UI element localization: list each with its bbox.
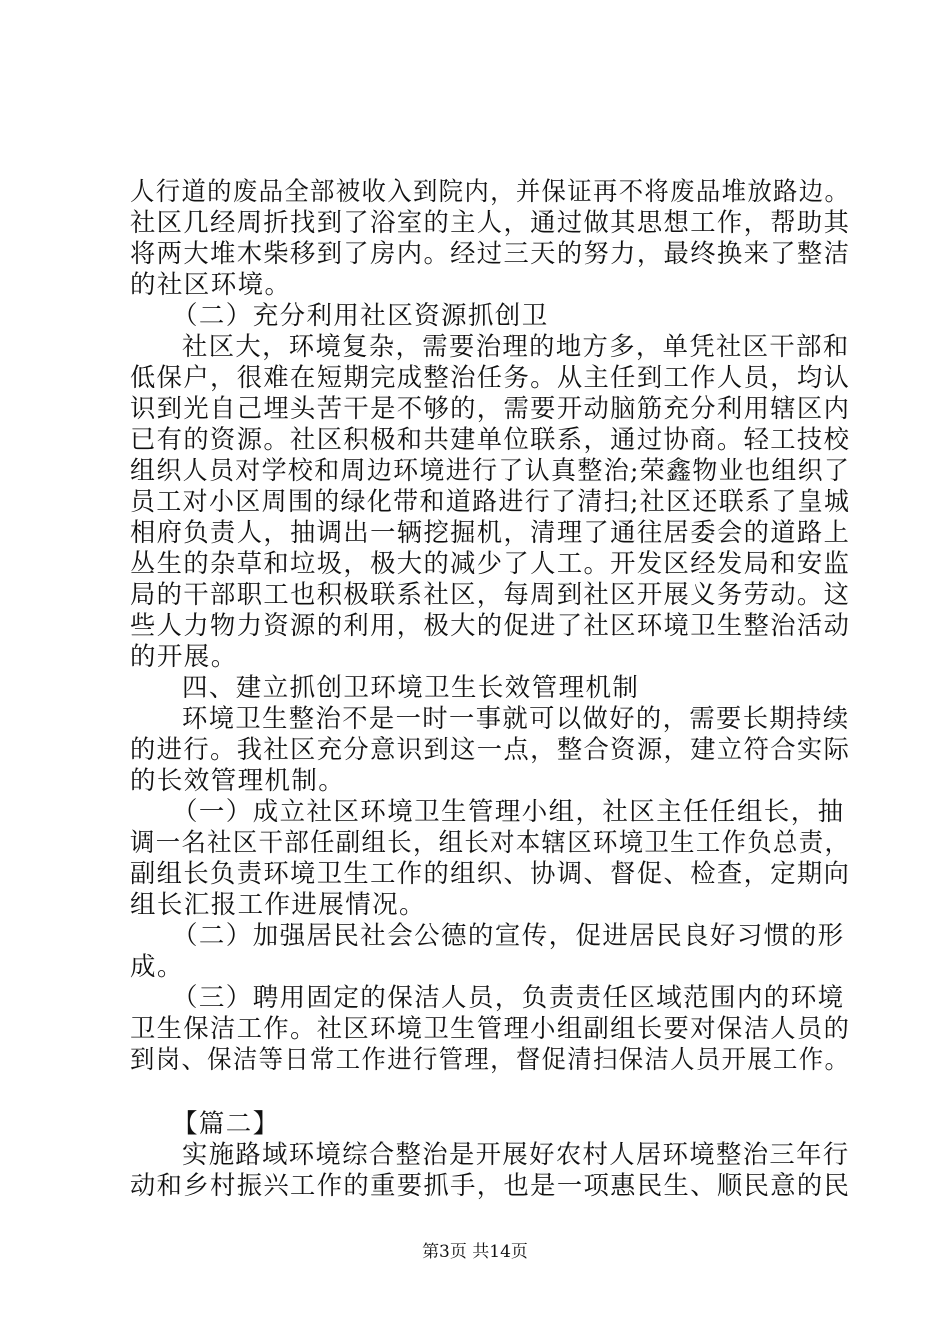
text-line: 组长汇报工作进展情况。 bbox=[130, 890, 426, 920]
text-line: 社区几经周折找到了浴室的主人，通过做其思想工作，帮助其 bbox=[130, 208, 851, 238]
section-heading: 【篇二】 bbox=[172, 1109, 280, 1139]
text-line: 到岗、保洁等日常工作进行管理，督促清扫保洁人员开展工作。 bbox=[130, 1045, 851, 1075]
text-line: 动和乡村振兴工作的重要抓手，也是一项惠民生、顺民意的民 bbox=[130, 1171, 851, 1201]
text-line: （一）成立社区环境卫生管理小组，社区主任任组长，抽 bbox=[172, 797, 845, 827]
text-line: 相府负责人，抽调出一辆挖掘机，清理了通往居委会的道路上 bbox=[130, 518, 851, 548]
section-heading: 四、建立抓创卫环境卫生长效管理机制 bbox=[182, 673, 640, 703]
text-line: 成。 bbox=[130, 952, 184, 982]
text-line: 局的干部职工也积极联系社区，每周到社区开展义务劳动。这 bbox=[130, 580, 851, 610]
text-line: 将两大堆木柴移到了房内。经过三天的努力，最终换来了整洁 bbox=[130, 239, 851, 269]
text-line: 识到光自己埋头苦干是不够的，需要开动脑筋充分利用辖区内 bbox=[130, 394, 851, 424]
text-line: 人行道的废品全部被收入到院内，并保证再不将废品堆放路边。 bbox=[130, 177, 851, 207]
text-line: 组织人员对学校和周边环境进行了认真整治;荣鑫物业也组织了 bbox=[130, 456, 851, 486]
text-line: 的进行。我社区充分意识到这一点，整合资源，建立符合实际 bbox=[130, 735, 851, 765]
text-line: 的长效管理机制。 bbox=[130, 766, 346, 796]
text-line: 员工对小区周围的绿化带和道路进行了清扫;社区还联系了皇城 bbox=[130, 487, 851, 517]
text-line: 卫生保洁工作。社区环境卫生管理小组副组长要对保洁人员的 bbox=[130, 1014, 851, 1044]
text-line: 丛生的杂草和垃圾，极大的减少了人工。开发区经发局和安监 bbox=[130, 549, 851, 579]
text-line: 的开展。 bbox=[130, 642, 238, 672]
text-line: 调一名社区干部任副组长，组长对本辖区环境卫生工作负总责， bbox=[130, 828, 851, 858]
text-line: 已有的资源。社区积极和共建单位联系，通过协商。轻工技校 bbox=[130, 425, 851, 455]
text-line: 环境卫生整治不是一时一事就可以做好的，需要长期持续 bbox=[182, 704, 850, 734]
text-line: 副组长负责环境卫生工作的组织、协调、督促、检查，定期向 bbox=[130, 859, 851, 889]
text-line: 些人力物力资源的利用，极大的促进了社区环境卫生整治活动 bbox=[130, 611, 851, 641]
text-line: 实施路域环境综合整治是开展好农村人居环境整治三年行 bbox=[182, 1140, 850, 1170]
page-number: 第3页 共14页 bbox=[422, 1242, 528, 1262]
text-line: （二）加强居民社会公德的宣传，促进居民良好习惯的形 bbox=[172, 921, 845, 951]
section-heading: （二）充分利用社区资源抓创卫 bbox=[172, 301, 549, 331]
text-line: 的社区环境。 bbox=[130, 270, 292, 300]
text-line: 低保户，很难在短期完成整治任务。从主任到工作人员，均认 bbox=[130, 363, 851, 393]
text-line: （三）聘用固定的保洁人员，负责责任区域范围内的环境 bbox=[172, 983, 845, 1013]
text-line: 社区大，环境复杂，需要治理的地方多，单凭社区干部和 bbox=[182, 332, 850, 362]
